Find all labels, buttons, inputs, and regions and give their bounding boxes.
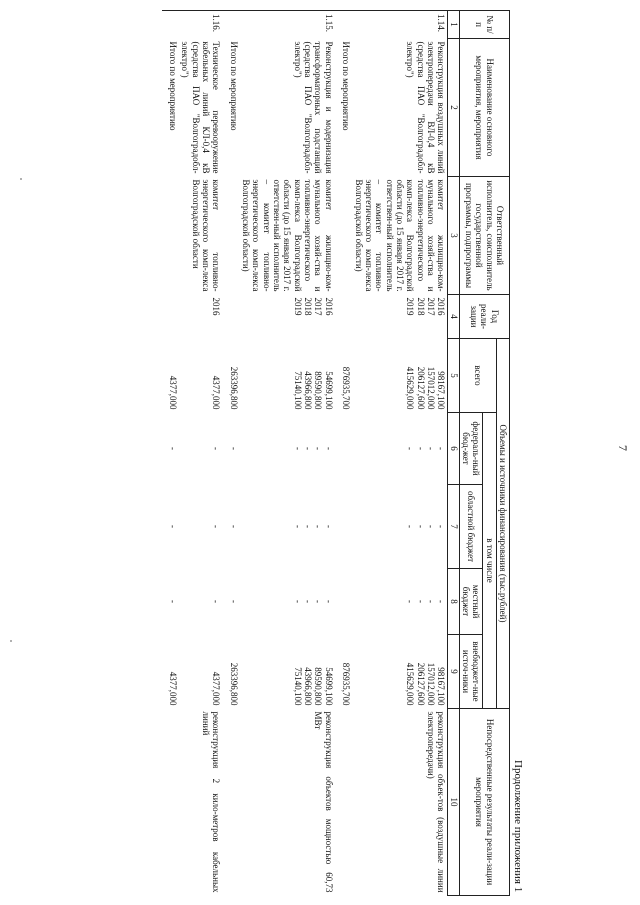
extra-value: 54699,100	[323, 667, 334, 706]
year-value: 2016	[436, 297, 447, 316]
header-total: всего	[459, 339, 496, 413]
table-body	[162, 11, 448, 896]
extra-value: 206127,600	[415, 662, 426, 706]
header-incl: в том числе	[483, 413, 496, 709]
row-regional	[240, 485, 335, 569]
year-value: 2017	[313, 297, 324, 316]
extra-value: 157012,000	[425, 662, 436, 706]
regional-value: -	[436, 525, 447, 528]
total-value: 75140,100	[292, 371, 303, 410]
subtotal-regional: -	[168, 525, 179, 528]
extra-value: 415629,000	[405, 662, 416, 706]
extra-value: 4377,000	[211, 671, 222, 706]
subtotal-total: 263396,800	[228, 366, 239, 410]
local-value: -	[436, 600, 447, 603]
subtotal-federal: -	[228, 447, 239, 450]
header-local: местный бюджет	[459, 569, 483, 635]
row-federal	[240, 413, 335, 485]
local-value: -	[323, 600, 334, 603]
subtotal-row	[162, 11, 179, 896]
row-years	[179, 295, 222, 339]
row-extra	[352, 635, 448, 709]
subtotal-row	[335, 11, 352, 896]
row-extra	[240, 635, 335, 709]
subtotal-total: 876935,700	[341, 366, 352, 410]
colnum: 6	[448, 413, 459, 485]
subtotal-label: Итого по мероприятию	[228, 41, 239, 131]
extra-value: 43966,800	[303, 667, 314, 706]
subtotal-extra: 876935,700	[341, 662, 352, 706]
year-value: 2016	[323, 297, 334, 316]
row-regional	[352, 485, 448, 569]
total-value: 4377,000	[211, 375, 222, 410]
row-federal	[352, 413, 448, 485]
header-regional: областной бюджет	[459, 485, 483, 569]
local-value: -	[405, 600, 416, 603]
colnum: 2	[448, 39, 459, 177]
subtotal-federal: -	[168, 447, 179, 450]
colnum: 8	[448, 569, 459, 635]
subtotal-row	[222, 11, 239, 896]
regional-value: -	[425, 525, 436, 528]
row-local	[179, 569, 222, 635]
local-value: -	[415, 600, 426, 603]
subtotal-extra: 263396,800	[228, 662, 239, 706]
row-total	[179, 339, 222, 413]
regional-value: -	[323, 525, 334, 528]
table-row	[179, 11, 222, 896]
regional-value: -	[405, 525, 416, 528]
federal-value: -	[415, 447, 426, 450]
header-volumes: Объемы и источники финансирования (тыс.рублей)	[496, 339, 509, 709]
federal-value: -	[313, 447, 324, 450]
page-number: 7	[616, 445, 630, 451]
row-local	[352, 569, 448, 635]
appendix-caption: Продолжение приложения 1	[512, 760, 524, 893]
total-value: 98167,100	[436, 371, 447, 410]
column-number-row	[448, 11, 459, 896]
financing-table	[162, 10, 510, 896]
regional-value: -	[415, 525, 426, 528]
row-num: 1.15.	[240, 11, 335, 39]
header-executor: Ответственный исполнитель, соисполнитель государственной программы, подпрограммы	[459, 177, 509, 295]
federal-value: -	[303, 447, 314, 450]
federal-value: -	[211, 447, 222, 450]
row-executor: комитет жилищно-ком-мунального хозяй-ства и топливно-энергетического комп-лекса Волгоградской области (до 15 января 2017 г. ответствен-ный исполнитель – комитет топливно-энергетического комп-лекса Волгоградской области)	[353, 179, 447, 292]
header-year: Год реали-зации	[459, 295, 509, 339]
row-years	[352, 295, 448, 339]
local-value: -	[292, 600, 303, 603]
regional-value: -	[303, 525, 314, 528]
total-value: 43966,800	[303, 371, 314, 410]
row-executor: комитет жилищно-ком-мунального хозяй-ства и топливно-энергетического комп-лекса Волгоградской области (до 15 января 2017 г. ответствен-ный исполнитель – комитет топливно-энергетического комп-лекса Волгоградской области)	[241, 179, 334, 292]
federal-value: -	[436, 447, 447, 450]
year-value: 2017	[425, 297, 436, 316]
total-value: 89590,800	[313, 371, 324, 410]
colnum: 4	[448, 295, 459, 339]
local-value: -	[425, 600, 436, 603]
header-federal: федераль-ный бюд-жет	[459, 413, 483, 485]
regional-value: -	[292, 525, 303, 528]
row-total	[240, 339, 335, 413]
colnum: 5	[448, 339, 459, 413]
extra-value: 75140,100	[292, 667, 303, 706]
row-num: 1.14.	[352, 11, 448, 39]
row-name: Реконструкция воздушных линий электропередачи ВЛ-0,4 кВ (средства ПАО "Волгоградобл-электро")	[405, 41, 447, 174]
total-value: 54699,100	[323, 371, 334, 410]
header-name: Наименование основного мероприятия, мероприятия	[459, 39, 509, 177]
row-result: реконструкция 2 кило-метров кабельных линий	[201, 711, 222, 893]
local-value: -	[211, 600, 222, 603]
year-value: 2018	[303, 297, 314, 316]
row-total	[352, 339, 448, 413]
row-local	[240, 569, 335, 635]
subtotal-label: Итого по мероприятию	[168, 41, 179, 131]
row-years	[240, 295, 335, 339]
table-header	[448, 11, 510, 896]
colnum: 1	[448, 11, 459, 39]
extra-value: 89590,800	[313, 667, 324, 706]
row-name: Реконструкция и модернизация трансформаторных подстанций (средства ПАО "Волгоградобл-электро")	[292, 41, 334, 174]
table-row	[240, 11, 335, 896]
year-value: 2018	[415, 297, 426, 316]
row-federal	[179, 413, 222, 485]
year-value: 2019	[292, 297, 303, 316]
subtotal-label: Итого по мероприятию	[341, 41, 352, 131]
subtotal-total: 4377,000	[168, 375, 179, 410]
federal-value: -	[292, 447, 303, 450]
row-extra	[179, 635, 222, 709]
total-value: 157012,000	[425, 366, 436, 410]
year-value: 2016	[211, 297, 222, 316]
subtotal-regional: -	[228, 525, 239, 528]
row-result: реконструкция объек-тов (воздушные линии электропередачи)	[425, 711, 447, 893]
subtotal-local: -	[228, 600, 239, 603]
scan-speck	[20, 178, 22, 180]
extra-value: 98167,100	[436, 667, 447, 706]
subtotal-extra: 4377,000	[168, 671, 179, 706]
local-value: -	[313, 600, 324, 603]
total-value: 415629,000	[405, 366, 416, 410]
colnum: 3	[448, 177, 459, 295]
row-num: 1.16.	[179, 11, 222, 39]
federal-value: -	[323, 447, 334, 450]
colnum: 9	[448, 635, 459, 709]
scan-speck	[10, 640, 12, 642]
row-regional	[179, 485, 222, 569]
header-num: № п/п	[459, 11, 509, 39]
row-executor: комитет топливно-энергетического комп-лекса Волгоградской области	[190, 179, 222, 292]
local-value: -	[303, 600, 314, 603]
federal-value: -	[425, 447, 436, 450]
regional-value: -	[313, 525, 324, 528]
colnum: 7	[448, 485, 459, 569]
regional-value: -	[211, 525, 222, 528]
row-result: реконструкция объектов мощностью 60,73 МВт	[313, 711, 334, 893]
header-extra: внебюджет-ные источ-ники	[459, 635, 483, 709]
colnum: 10	[448, 709, 459, 896]
year-value: 2019	[405, 297, 416, 316]
row-name: Техническое перевооружение кабельных линий КЛ-0,4 кВ (средства ПАО "Волгоградобл-электро")	[180, 41, 222, 174]
total-value: 206127,600	[415, 366, 426, 410]
subtotal-local: -	[168, 600, 179, 603]
header-results: Непосредственные результаты реали-зации мероприятия	[459, 709, 509, 896]
table-row	[352, 11, 448, 896]
federal-value: -	[405, 447, 416, 450]
